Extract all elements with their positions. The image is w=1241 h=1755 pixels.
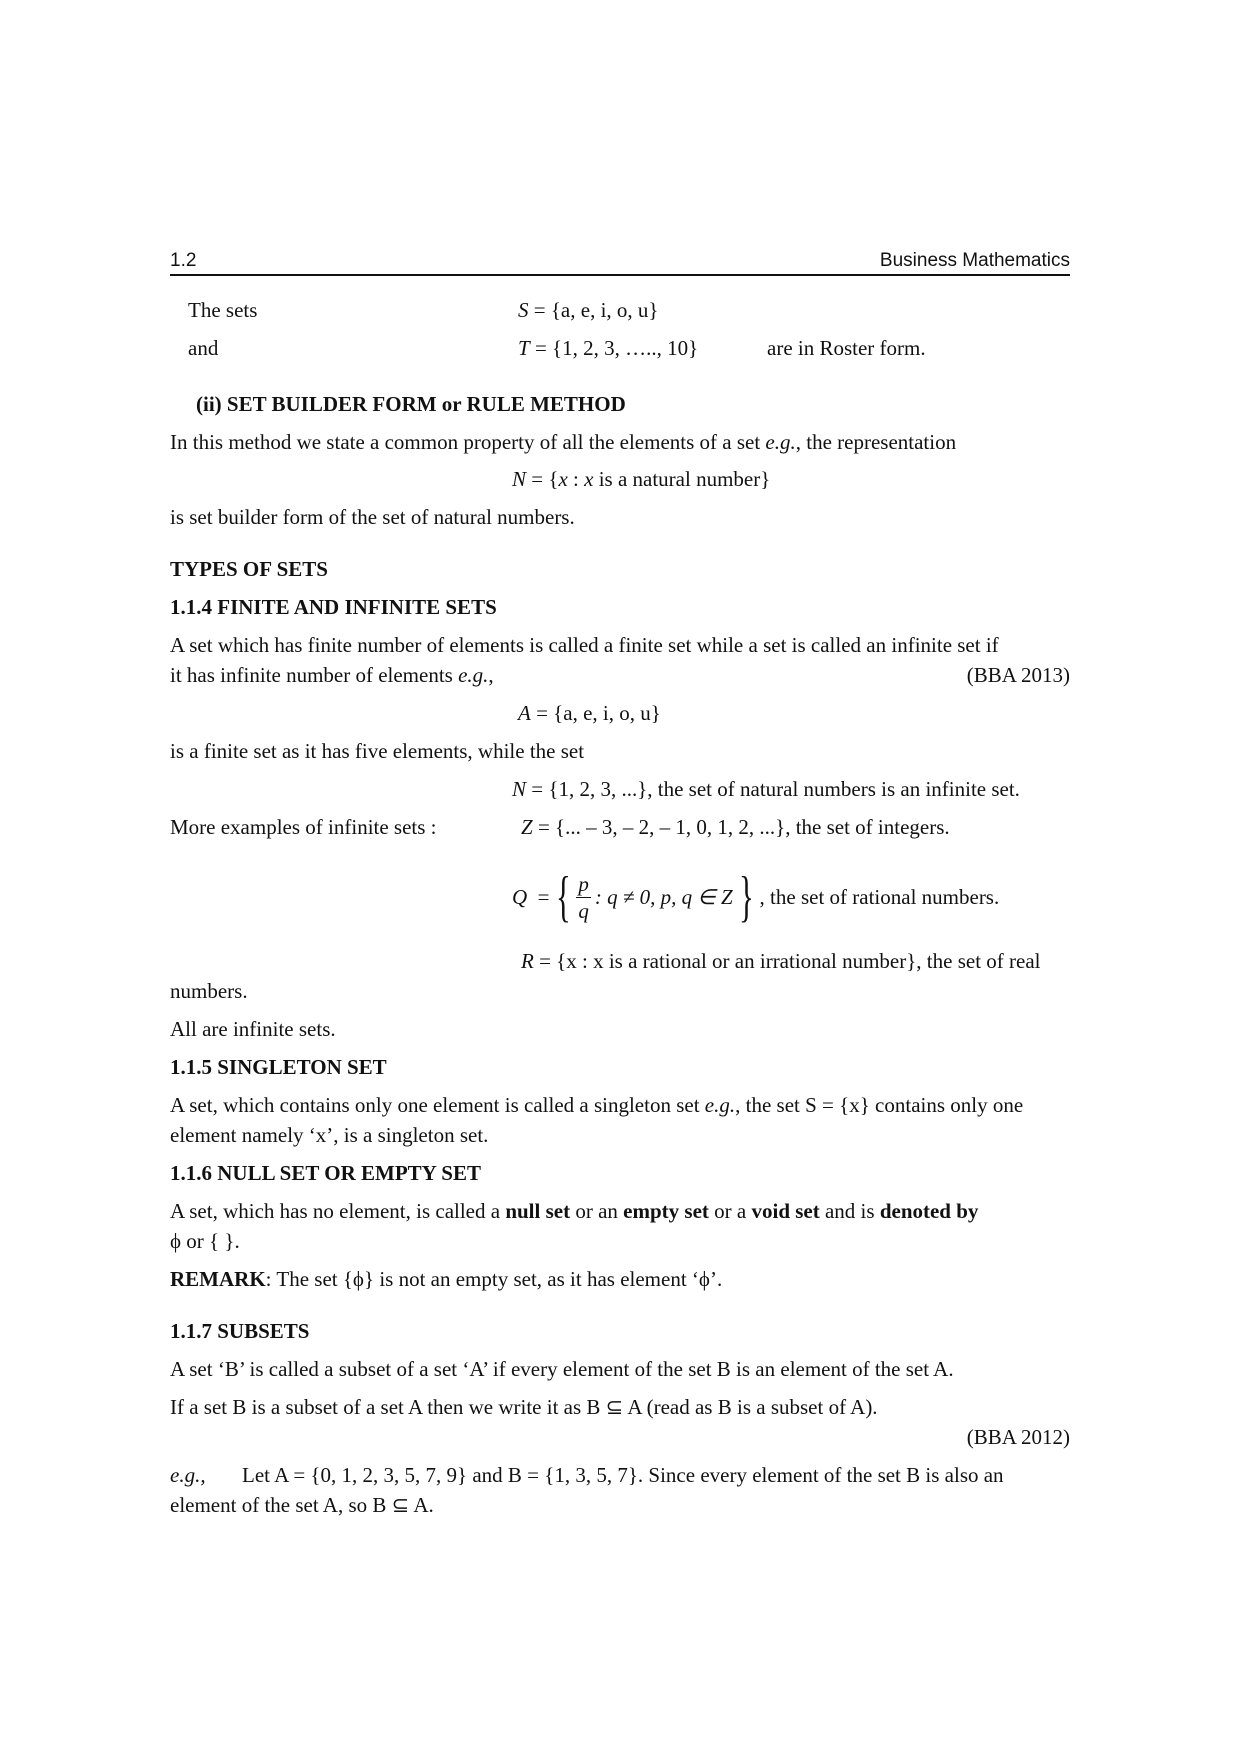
text: and is xyxy=(819,1199,880,1223)
set-builder-equation xyxy=(512,466,770,492)
text: it has infinite number of elements xyxy=(170,663,459,687)
finite-heading: 1.1.4 FINITE AND INFINITE SETS xyxy=(170,595,497,619)
text: A set, which has no element, is called a xyxy=(170,1199,506,1223)
eq-rhs: = {1, 2, 3, ….., 10} xyxy=(534,336,699,360)
eq-rhs: = {a, e, i, o, u} xyxy=(533,298,659,322)
citation-bba-2012: (BBA 2012) xyxy=(966,1425,1070,1449)
numerator: p xyxy=(578,871,589,896)
singleton-line-1 xyxy=(170,1092,1023,1118)
equation-r xyxy=(521,948,1041,974)
singleton-line-2: element namely ‘x’, is a singleton set. xyxy=(170,1123,489,1147)
remark-text: : The set {ϕ} is not an empty set, as it has element ‘ϕ’. xyxy=(265,1267,723,1291)
eq-part: is a natural number} xyxy=(593,467,771,491)
eq-part: = { xyxy=(531,467,559,491)
term-empty-set: empty set xyxy=(623,1199,709,1223)
text: , xyxy=(488,663,494,687)
eq-lhs: Z xyxy=(521,815,533,839)
page-number: 1.2 xyxy=(170,250,197,271)
all-infinite: All are infinite sets. xyxy=(170,1017,336,1041)
equation-a xyxy=(518,700,661,726)
running-title: Business Mathematics xyxy=(879,250,1070,271)
text: A set, which contains only one element is called a singleton set xyxy=(170,1093,705,1117)
eq-sign: = xyxy=(537,885,550,909)
null-set-heading: 1.1.6 NULL SET OR EMPTY SET xyxy=(170,1161,481,1185)
finite-line-1: A set which has finite number of elements is called a finite set while a set is called an infinite set if xyxy=(170,633,999,657)
right-brace: } xyxy=(738,866,754,928)
null-set-line-1 xyxy=(170,1198,978,1224)
eq-var: x xyxy=(558,467,568,491)
roster-label-1: The sets xyxy=(188,298,258,322)
eq-rhs: = {x : x is a rational or an irrational number}, the set of real xyxy=(539,949,1041,973)
text: , the representation xyxy=(795,430,957,454)
eq-lhs: N xyxy=(512,777,527,801)
subsets-example-line-2: element of the set A, so B ⊆ A. xyxy=(170,1493,434,1517)
remark-label: REMARK xyxy=(170,1267,266,1291)
text: , the set S = {x} contains only one xyxy=(735,1093,1024,1117)
eq-lhs: R xyxy=(521,949,534,973)
term-null-set: null set xyxy=(505,1199,571,1223)
eq-rhs: = {1, 2, 3, ...}, the set of natural numbers is an infinite set. xyxy=(531,777,1020,801)
roster-equation-s xyxy=(518,297,658,323)
term-denoted-by: denoted by xyxy=(879,1199,979,1223)
eq-lhs: Q xyxy=(512,885,528,909)
eq-lhs: T xyxy=(518,336,530,360)
text: or a xyxy=(708,1199,752,1223)
singleton-heading: 1.1.5 SINGLETON SET xyxy=(170,1055,387,1079)
citation-bba-2013: (BBA 2013) xyxy=(966,663,1070,687)
subsets-example-line-1: Let A = {0, 1, 2, 3, 5, 7, 9} and B = {1, 3, 5, 7}. Since every element of the set B is also an xyxy=(242,1463,1004,1487)
finite-after-a: is a finite set as it has five elements, while the set xyxy=(170,739,585,763)
subsets-line-2: If a set B is a subset of a set A then we write it as B ⊆ A (read as B is a subset of A). xyxy=(170,1395,878,1419)
set-builder-after: is set builder form of the set of natural numbers. xyxy=(170,505,575,529)
eg-label: e.g., xyxy=(170,1463,206,1487)
eq-part: : xyxy=(567,467,585,491)
remark xyxy=(170,1266,722,1292)
null-set-line-2: ϕ or { }. xyxy=(170,1229,240,1253)
left-brace: { xyxy=(555,866,571,928)
eq-lhs: A xyxy=(518,701,531,725)
eg: e.g. xyxy=(704,1093,736,1117)
text: or an xyxy=(570,1199,624,1223)
denominator: q xyxy=(578,898,589,923)
roster-label-2: and xyxy=(188,336,219,360)
more-examples-label: More examples of infinite sets : xyxy=(170,815,437,839)
eq-rhs: = {... – 3, – 2, – 1, 0, 1, 2, ...}, the set of integers. xyxy=(537,815,950,839)
eg: e.g. xyxy=(458,663,489,687)
equation-z xyxy=(521,814,950,840)
eq-lhs: S xyxy=(518,298,529,322)
set-builder-intro xyxy=(170,429,956,455)
eg: e.g. xyxy=(765,430,796,454)
roster-equation-t xyxy=(518,335,698,361)
eq-tail: , the set of rational numbers. xyxy=(759,885,1000,909)
eq-lhs: N xyxy=(512,467,527,491)
eq-rhs: = {a, e, i, o, u} xyxy=(536,701,661,725)
roster-note: are in Roster form. xyxy=(767,336,926,360)
subsets-heading: 1.1.7 SUBSETS xyxy=(170,1319,310,1343)
term-void-set: void set xyxy=(751,1199,820,1223)
eq-var: x xyxy=(584,467,594,491)
equation-r-wrap: numbers. xyxy=(170,979,248,1003)
condition: : q ≠ 0, p, q ∈ Z xyxy=(594,885,733,909)
equation-n xyxy=(512,776,1020,802)
subsets-line-1: A set ‘B’ is called a subset of a set ‘A’ if every element of the set B is an element of the set A. xyxy=(170,1357,954,1381)
fraction-p-over-q xyxy=(576,871,591,924)
header-rule xyxy=(170,274,1070,276)
equation-q xyxy=(512,862,999,932)
finite-line-2 xyxy=(170,662,494,688)
text: In this method we state a common property of all the elements of a set xyxy=(170,430,766,454)
types-heading: TYPES OF SETS xyxy=(170,557,328,581)
set-builder-heading: (ii) SET BUILDER FORM or RULE METHOD xyxy=(196,392,626,416)
